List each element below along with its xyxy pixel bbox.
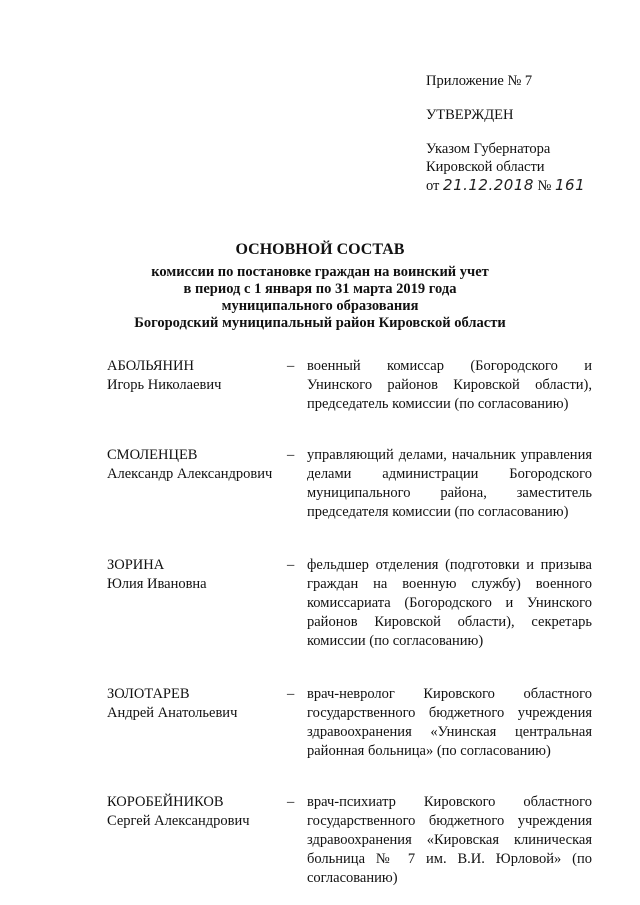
handwritten-date: 21.12.2018 (443, 176, 534, 194)
handwritten-number: 161 (555, 176, 586, 194)
member-name (107, 556, 287, 594)
member-role: врач-невролог Кировского областного государственного бюджетного учреждения здравоохранения «Унинская центральная районная больница» (по согласованию) (307, 686, 592, 759)
member-role: фельдшер отделения (подготовки и призыва граждан на военную службу) военного комиссариата (Богородского и Унинского районов Кировской области), секретарь комиссии (по согласованию) (307, 557, 592, 649)
member-given-names: Андрей Анатольевич (107, 705, 238, 721)
number-prefix: № (537, 178, 552, 194)
member-surname: КОРОБЕЙНИКОВ (107, 794, 224, 810)
member-entry (107, 446, 592, 522)
member-surname: ЗОРИНА (107, 557, 165, 573)
member-role: врач-психиатр Кировского областного государственного бюджетного учреждения здравоохранения «Кировская клиническая больница № 7 им. В.И. Юрловой» (по согласованию) (307, 794, 592, 886)
title-line-3: муниципального образования (221, 298, 419, 314)
member-surname: ЗОЛОТАРЕВ (107, 686, 190, 702)
member-given-names: Александр Александрович (107, 466, 273, 482)
member-role: управляющий делами, начальник управления делами администрации Богородского муниципального района, заместитель председателя комиссии (по согласованию) (307, 447, 592, 520)
member-name (107, 685, 287, 723)
member-dash: – (287, 447, 295, 463)
member-name (107, 357, 287, 395)
member-given-names: Сергей Александрович (107, 813, 250, 829)
title-main: ОСНОВНОЙ СОСТАВ (235, 241, 405, 258)
title-line-2: в период с 1 января по 31 марта 2019 года (183, 281, 457, 297)
appendix-label: Приложение № 7 (426, 73, 533, 89)
member-entry (107, 357, 592, 414)
approved-by-line1: Указом Губернатора (426, 141, 551, 157)
approved-label: УТВЕРЖДЕН (426, 107, 514, 123)
members-list (107, 357, 592, 888)
approved-by-line2: Кировской области (426, 159, 545, 175)
member-dash: – (287, 358, 295, 374)
member-entry (107, 556, 592, 651)
member-role: военный комиссар (Богородского и Унинского районов Кировской области), председатель комиссии (по согласованию) (307, 358, 592, 412)
approval-date-line (426, 176, 626, 195)
member-dash: – (287, 557, 295, 573)
title-line-4: Богородский муниципальный район Кировской области (134, 315, 506, 331)
member-name (107, 446, 287, 484)
approval-block (426, 72, 626, 195)
member-dash: – (287, 686, 295, 702)
member-name (107, 793, 287, 831)
document-title (60, 240, 580, 332)
member-surname: СМОЛЕНЦЕВ (107, 447, 198, 463)
date-prefix: от (426, 178, 440, 194)
member-entry (107, 685, 592, 761)
member-dash: – (287, 794, 295, 810)
member-surname: АБОЛЬЯНИН (107, 358, 194, 374)
member-given-names: Игорь Николаевич (107, 377, 222, 393)
title-line-1: комиссии по постановке граждан на воинский учет (151, 264, 489, 280)
member-given-names: Юлия Ивановна (107, 576, 207, 592)
member-entry (107, 793, 592, 888)
